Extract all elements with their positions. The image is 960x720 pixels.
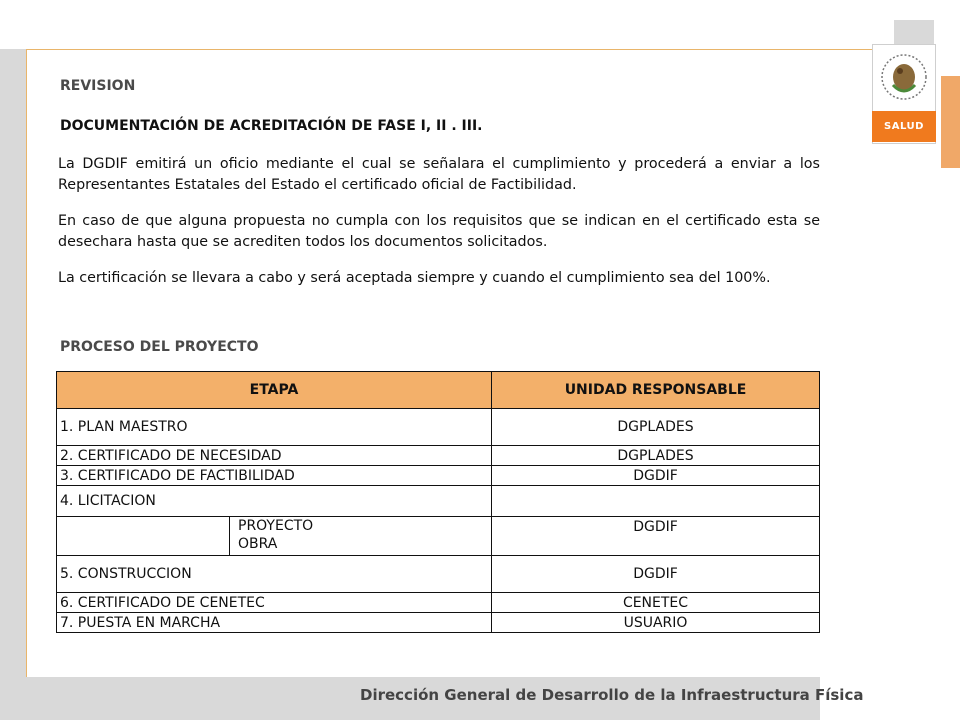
table-row <box>57 446 820 466</box>
cell-unidad: DGPLADES <box>492 446 820 466</box>
table-row <box>57 593 820 613</box>
cell-etapa: 4. LICITACION <box>57 486 492 517</box>
header-unidad: UNIDAD RESPONSABLE <box>492 372 820 409</box>
cell-unidad: CENETEC <box>492 593 820 613</box>
top-band <box>0 0 960 49</box>
table-row <box>57 517 820 556</box>
process-title: PROCESO DEL PROYECTO <box>60 339 259 355</box>
footer-text: Dirección General de Desarrollo de la Infraestructura Física <box>360 686 864 704</box>
salud-label: SALUD <box>872 111 936 142</box>
left-frame-band <box>0 49 26 720</box>
cell-etapa: 7. PUESTA EN MARCHA <box>57 613 492 633</box>
cell-etapa: 6. CERTIFICADO DE CENETEC <box>57 593 492 613</box>
table-row <box>57 613 820 633</box>
process-table <box>56 371 820 633</box>
table-row <box>57 556 820 593</box>
sub-etapa-line1: PROYECTO <box>238 518 314 534</box>
cell-etapa-sub <box>57 517 492 556</box>
cell-unidad: DGDIF <box>492 517 820 556</box>
cell-unidad: DGPLADES <box>492 409 820 446</box>
mexico-coat-of-arms-icon <box>873 45 935 111</box>
sub-etapa-text <box>230 517 313 555</box>
document-title: DOCUMENTACIÓN DE ACREDITACIÓN DE FASE I, II . III. <box>60 118 483 134</box>
revision-title: REVISION <box>60 78 136 94</box>
paragraph-3: La certificación se llevara a cabo y será aceptada siempre y cuando el cumplimiento sea del 100%. <box>58 270 771 286</box>
cell-unidad: DGDIF <box>492 466 820 486</box>
cell-unidad: DGDIF <box>492 556 820 593</box>
paragraph-2: En caso de que alguna propuesta no cumpla con los requisitos que se indican en el certificado esta se desechara hasta que se acrediten todos los documentos solicitados. <box>58 213 820 250</box>
paragraph-1: La DGDIF emitirá un oficio mediante el cual se señalara el cumplimiento y procederá a enviar a los Representantes Estatales del Estado el certificado oficial de Factibilidad. <box>58 156 820 193</box>
table-row <box>57 466 820 486</box>
cell-etapa: 2. CERTIFICADO DE NECESIDAD <box>57 446 492 466</box>
sub-empty-cell <box>57 517 230 555</box>
table-row <box>57 409 820 446</box>
cell-etapa: 5. CONSTRUCCION <box>57 556 492 593</box>
table-row <box>57 486 820 517</box>
cell-unidad: USUARIO <box>492 613 820 633</box>
sub-etapa-line2: OBRA <box>238 536 278 552</box>
cell-unidad <box>492 486 820 517</box>
sub-etapa-container <box>60 517 488 555</box>
table-header-row <box>57 372 820 409</box>
cell-etapa: 3. CERTIFICADO DE FACTIBILIDAD <box>57 466 492 486</box>
logo-orange-bar <box>941 76 960 168</box>
cell-etapa: 1. PLAN MAESTRO <box>57 409 492 446</box>
header-etapa: ETAPA <box>57 372 492 409</box>
